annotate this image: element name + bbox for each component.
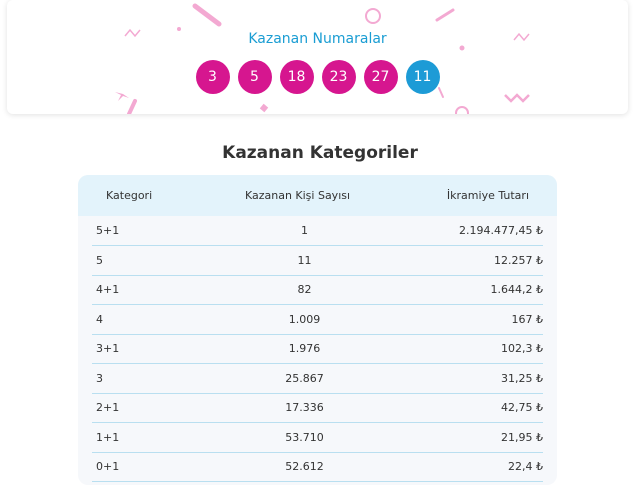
winners-cell: 25.867 bbox=[285, 371, 324, 385]
prize-cell: 22,4 ₺ bbox=[508, 460, 543, 473]
winning-numbers-title: Kazanan Numaralar bbox=[248, 31, 387, 47]
winners-cell: 53.710 bbox=[285, 430, 324, 444]
table-row bbox=[92, 364, 543, 394]
category-cell: 2+1 bbox=[96, 401, 120, 414]
category-cell: 5 bbox=[96, 253, 103, 267]
prize-cell: 42,75 ₺ bbox=[501, 401, 543, 414]
winners-cell: 17.336 bbox=[285, 401, 324, 414]
table-row bbox=[92, 246, 543, 276]
categories-title: Kazanan Kategoriler bbox=[222, 143, 418, 163]
prize-cell: 31,25 ₺ bbox=[501, 371, 543, 385]
table-row bbox=[92, 275, 543, 305]
number-ball: 27 bbox=[364, 60, 398, 94]
header-category: Kategori bbox=[106, 189, 153, 202]
number-balls bbox=[7, 60, 628, 94]
table-row bbox=[92, 216, 543, 246]
prize-cell: 21,95 ₺ bbox=[501, 430, 543, 444]
table-row bbox=[92, 305, 543, 335]
category-cell: 3 bbox=[96, 371, 103, 385]
winners-cell: 82 bbox=[297, 283, 312, 296]
categories-table bbox=[78, 175, 557, 485]
prize-cell: 167 ₺ bbox=[511, 312, 543, 326]
prize-cell: 1.644,2 ₺ bbox=[490, 283, 543, 296]
prize-cell: 2.194.477,45 ₺ bbox=[459, 224, 543, 237]
winners-cell: 11 bbox=[297, 253, 312, 267]
winners-cell: 1.976 bbox=[288, 342, 321, 355]
number-ball: 18 bbox=[280, 60, 314, 94]
winners-cell: 1.009 bbox=[288, 312, 321, 326]
category-cell: 5+1 bbox=[96, 224, 120, 237]
prize-cell: 12.257 ₺ bbox=[494, 253, 543, 267]
table-header bbox=[78, 175, 557, 216]
table-row bbox=[92, 423, 543, 453]
winners-cell: 52.612 bbox=[285, 460, 324, 473]
category-cell: 0+1 bbox=[96, 460, 120, 473]
table-row bbox=[92, 334, 543, 364]
number-ball: 23 bbox=[322, 60, 356, 94]
number-ball: 3 bbox=[196, 60, 230, 94]
confetti-decoration bbox=[7, 0, 628, 114]
header-prize: İkramiye Tutarı bbox=[446, 189, 529, 202]
bonus-number-ball: 11 bbox=[406, 60, 440, 94]
table-row bbox=[92, 452, 543, 482]
header-winners: Kazanan Kişi Sayısı bbox=[244, 189, 351, 202]
winning-numbers-card bbox=[7, 0, 628, 114]
category-cell: 4+1 bbox=[96, 283, 120, 296]
category-cell: 3+1 bbox=[96, 342, 120, 355]
table-row bbox=[92, 393, 543, 423]
winners-cell: 1 bbox=[301, 224, 308, 237]
prize-cell: 102,3 ₺ bbox=[501, 342, 543, 355]
category-cell: 1+1 bbox=[96, 430, 120, 444]
category-cell: 4 bbox=[96, 312, 103, 326]
number-ball: 5 bbox=[238, 60, 272, 94]
